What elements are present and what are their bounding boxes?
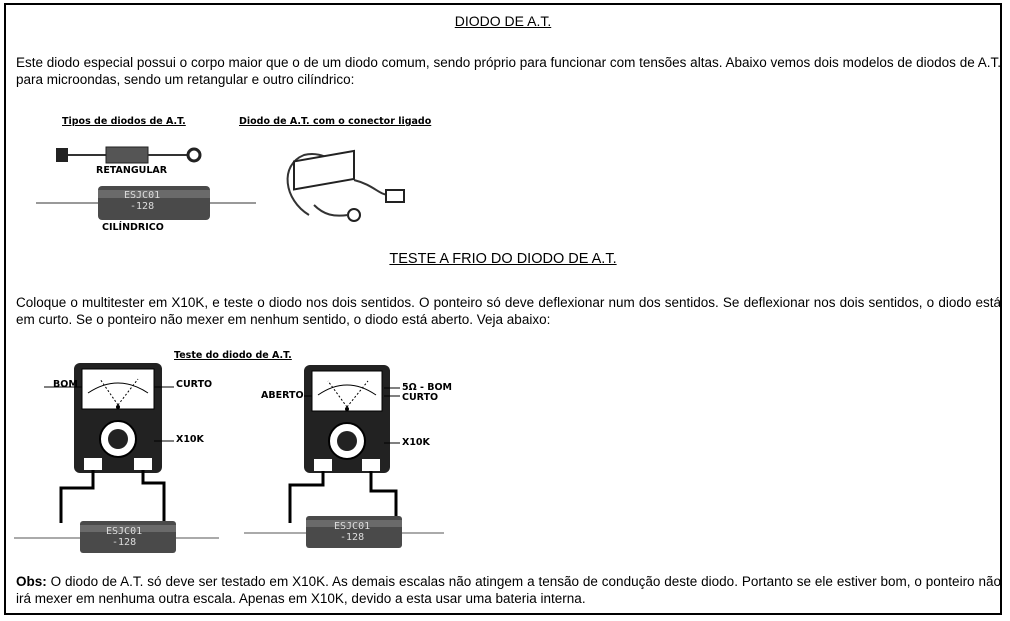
meter1-label-range: X10K: [176, 434, 204, 445]
meter1-label-curto: CURTO: [176, 379, 213, 390]
test-paragraph: Coloque o multitester em X10K, e teste o diodo nos dois sentidos. O ponteiro só deve deflexionar num dos sentidos. Se deflexionar nos dois sentidos, o diodo está em curto. Se o ponteiro não mexer em nenhum sentido, o diodo está aberto. Veja abaixo:: [16, 295, 1001, 327]
meter2-label-aberto: ABERTO: [261, 390, 304, 401]
meter2-label-range: X10K: [402, 437, 430, 448]
caption-diode-test: Teste do diodo de A.T.: [174, 350, 292, 361]
meter2-label-curto: CURTO: [402, 392, 439, 403]
obs-label: Obs:: [16, 574, 47, 589]
page-title: DIODO DE A.T.: [454, 13, 552, 29]
obs-text: O diodo de A.T. só deve ser testado em X10K. As demais escalas não atingem a tensão de condução deste diodo. Portanto se ele estiver bom, o ponteiro não irá mexer em nenhuma outra escala. Apenas em X10K, devido a esta usar uma bateria interna.: [16, 574, 1001, 606]
intro-paragraph: Este diodo especial possui o corpo maior que o de um diodo comum, sendo próprio para funcionar com tensões altas. Abaixo vemos dois modelos de diodos de A.T. para microondas, sendo um retangular e outro cilíndrico:: [16, 55, 1001, 87]
rectangular-diode: [56, 147, 200, 163]
document-frame: [4, 3, 1002, 615]
connector-diode-illustration: [274, 135, 424, 230]
meter1-label-bom: BOM: [53, 379, 78, 390]
caption-diode-types: Tipos de diodos de A.T.: [62, 116, 186, 127]
section-title-cold-test: TESTE A FRIO DO DIODO DE A.T.: [389, 251, 617, 267]
meter-test-1: [14, 363, 274, 558]
diode-marking-meter2: ESJC01 -128: [334, 521, 371, 543]
diode-marking-fig1: ESJC01 -128: [124, 190, 161, 212]
obs-paragraph: [16, 573, 1001, 607]
caption-diode-connector: Diodo de A.T. com o conector ligado: [239, 116, 432, 127]
label-rectangular: RETANGULAR: [96, 165, 168, 176]
label-cylindrical: CILÍNDRICO: [102, 222, 164, 233]
meter2-label-5ohm-bom: 5Ω - BOM: [402, 382, 453, 393]
diode-marking-meter1: ESJC01 -128: [106, 526, 143, 548]
